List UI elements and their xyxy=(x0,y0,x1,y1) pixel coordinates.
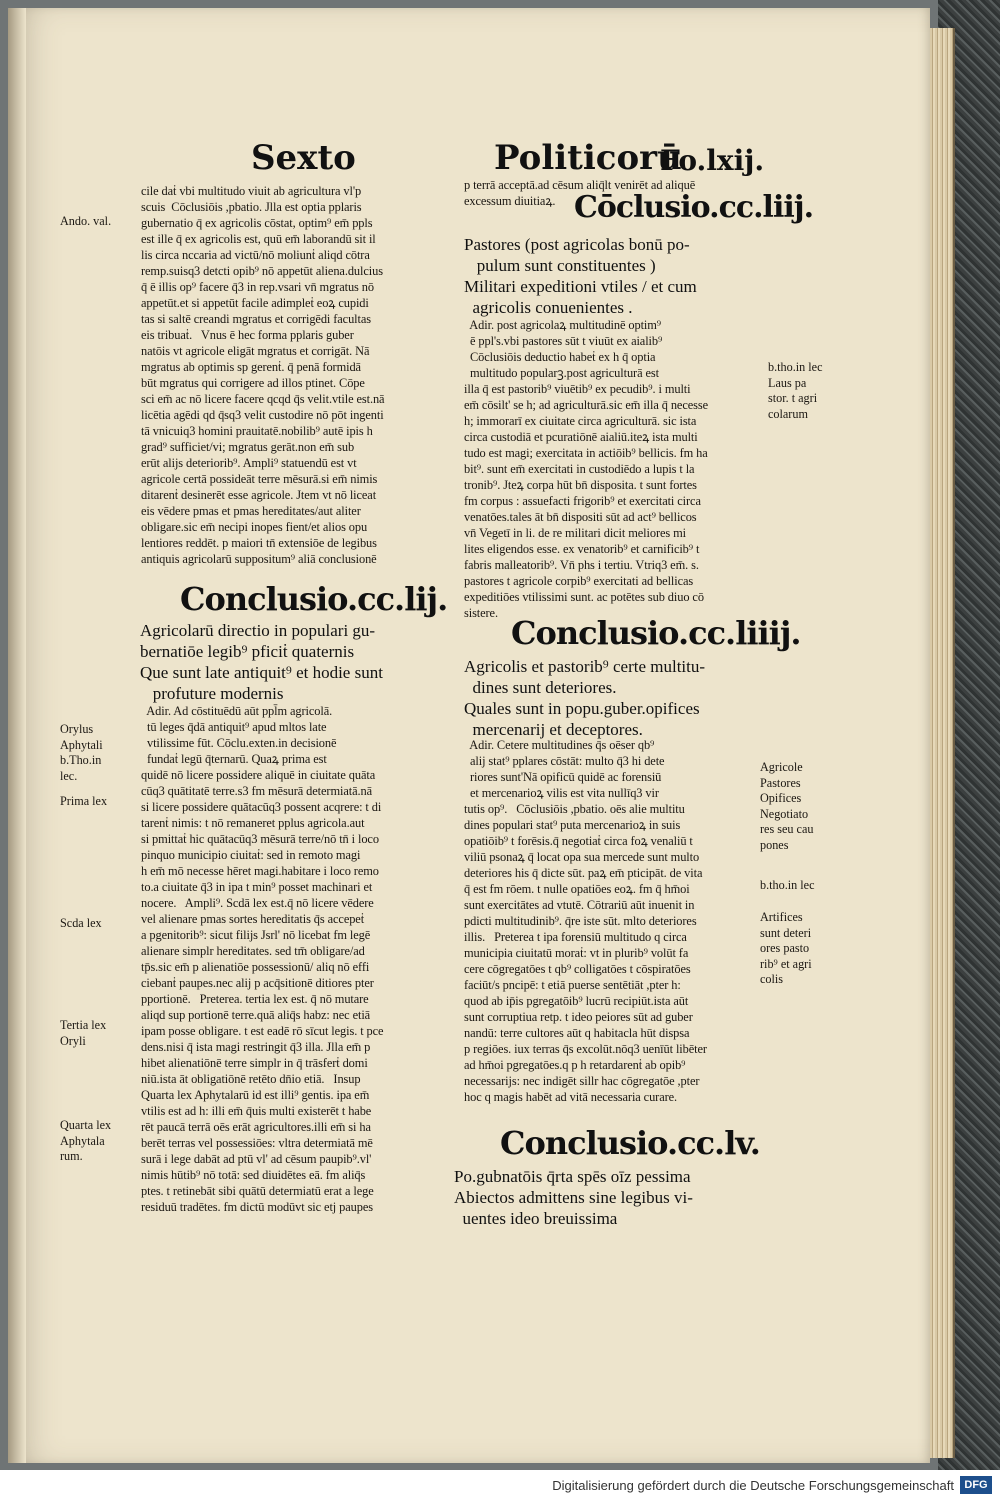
text-line: a pgenitorib⁹: sicut filijs Jsrl' nō licebat fm legē xyxy=(141,928,371,942)
text-line: vtilissime fūt. Cōclu.exten.in decisionē xyxy=(141,736,337,750)
margin-note-left: Scda lex xyxy=(60,916,102,930)
text-line: licētia agēdi qd q̄sq3 velit custodire nō pōt ingenti xyxy=(141,408,384,422)
heading-line: Militari expeditioni vtiles / et cum xyxy=(464,277,697,296)
conclusion-heading: Cōclusio.cc.liij. xyxy=(574,190,814,225)
margin-note-right: Agricole Pastores Opifices Negotiato res seu cau pones xyxy=(760,760,814,852)
running-title-left: Sexto xyxy=(251,138,356,178)
text-line: eis vēdere pmas et pmas hereditates/aut aliter xyxy=(141,504,361,518)
text-line: bit⁹. sunt em̄ exercitati in custodiēdo a lupis t la xyxy=(464,462,695,476)
text-line: remp.suisq3 detcti opib⁹ nō appetūt aliena.dulcius xyxy=(141,264,383,278)
text-line: Cōclusiōis deductio habeṫ ex h q̄ optia xyxy=(464,350,656,364)
heading-line: agricolis conuenientes . xyxy=(464,298,633,317)
text-line: excessum diuitiaꝝ. xyxy=(464,194,556,208)
text-line: ad hm̄oi pgregatōes.q p h retardarenṫ ab opib⁹ xyxy=(464,1058,686,1072)
text-line: alienare simplr hereditates. sed tm̄ obligare/ad xyxy=(141,944,365,958)
margin-note-right: b.tho.in lec xyxy=(760,878,815,892)
text-line: opatiōib⁹ t forēsis.q̄ negotiaṫ circa foꝝ venaliū t xyxy=(464,834,693,848)
text-line: Quarta lex Aphytalarū id est illi⁹ gentis. ipa em̄ xyxy=(141,1088,370,1102)
text-line: dines populari stat⁹ puta mercenarioꝝ in suis xyxy=(464,818,681,832)
text-line: residuū tradētes. fm dictū modūvt sic etj paupes xyxy=(141,1200,373,1214)
text-line: venatōes.tales āt bn̄ dispositi sūt ad act⁹ bellicos xyxy=(464,510,697,524)
gutter-shadow xyxy=(8,8,26,1463)
text-line: sistere. xyxy=(464,606,498,620)
text-line: fundaṫ legū q̄ternarū. Quaꝝ prima est xyxy=(141,752,327,766)
text-line: mgratus ab optimis sp gerenṫ. q̄ penā formidā xyxy=(141,360,361,374)
text-line: sunt corruptiua retp. t ideo peiores sūt ad guber xyxy=(464,1010,693,1024)
text-line: riores sunt'Nā opificū quidē ac forensiū xyxy=(464,770,662,784)
heading-line: Pastores (post agricolas bonū po- xyxy=(464,235,690,254)
margin-note-left: Prima lex xyxy=(60,794,108,808)
text-line: būt mgratus qui corrigere ad illos ptinet. Cōpe xyxy=(141,376,365,390)
text-line: q̄ ē illis op⁹ facere q̄3 in rep.vsari vn̄ mgratus nō xyxy=(141,280,374,294)
text-line: scuis Cōclusiōis ,pbatio. Jlla est optia pplaris xyxy=(141,200,362,214)
text-line: sci em̄ ac nō licere facere qcqd q̄s velit.vtile est.nā xyxy=(141,392,385,406)
text-line: tutis op⁹. Cōclusiōis ,pbatio. oēs alie multitu xyxy=(464,802,685,816)
margin-note-left: Orylus Aphytali b.Tho.in lec. xyxy=(60,722,103,783)
text-line: surā i lege dabāt ad ptū vl' ad cēsum paupib⁹.vl' xyxy=(141,1152,372,1166)
heading-line: bernatiōe legib⁹ pficiṫ quaternis xyxy=(140,642,355,661)
text-line: lis circa nccaria ad victū/nō moliunṫ aliqd cōtra xyxy=(141,248,370,262)
text-line: municipia ciuitatū moraṫ: vt in plurib⁹ volūt fa xyxy=(464,946,689,960)
text-line: antiquis agricolarū suppositum⁹ aliā conclusionē xyxy=(141,552,377,566)
text-line: et mercenarioꝝ vilis est vita nullīq3 vir xyxy=(464,786,659,800)
heading-line: pulum sunt constituentes ) xyxy=(464,256,656,275)
text-line: circa custodiā et pcuratiōnē aialiū.iteꝝ ista multi xyxy=(464,430,698,444)
text-line: grad⁹ sufficiet/vi; mgratus gerāt.non em̄ sub xyxy=(141,440,355,454)
text-line: pportionē. Preterea. tertia lex est. q̄ nō mutare xyxy=(141,992,369,1006)
margin-note-right: b.tho.in lec Laus pa stor. t agri colarum xyxy=(768,360,823,421)
text-line: viliū psonaꝝ q̄ locat opa sua mercede sunt multo xyxy=(464,850,700,864)
heading-line: Agricolarū directio in populari gu- xyxy=(140,621,376,640)
text-line: Adir. Cetere multitudines q̄s oēser qb⁹ xyxy=(464,738,655,752)
text-line: fm corpus : assuefacti frigorib⁹ et exercitati circa xyxy=(464,494,701,508)
heading-line: Po.gubnatōis q̄rta spēs oīz pessima xyxy=(454,1167,691,1186)
text-line: vel alienare pmas sortes hereditatis q̄s accepeṫ xyxy=(141,912,365,926)
text-line: si pmittaṫ hic quātacūq3 mēsurā terre/nō tn̄ i loco xyxy=(141,832,379,846)
text-line: h em̄ mō necesse hēret magi.habitare i loco remo xyxy=(141,864,379,878)
conclusion-heading: Conclusio.cc.lv. xyxy=(500,1124,760,1162)
conclusion-heading: Conclusio.cc.liiij. xyxy=(511,614,801,652)
text-line: appetūt.et si appetūt facile adimpleṫ eoꝝ cupidi xyxy=(141,296,369,310)
text-line: quidē nō licere possidere aliquē in ciuitate quāta xyxy=(141,768,376,782)
text-line: necessarijs: nec indigēt sillr hac cōgregatōe ,pter xyxy=(464,1074,700,1088)
text-line: q̄ est fm rōem. t nulle opatiōes eoꝝ. fm q̄ hm̄oi xyxy=(464,882,690,896)
text-line: cūq3 quātitatē terre.s3 fm mēsurā determiatā.nā xyxy=(141,784,372,798)
text-line: dens.nisi q̄ ista magi restringit q̄3 illa. Jlla em̄ p xyxy=(141,1040,371,1054)
margin-note-left: Quarta lex Aphytala rum. xyxy=(60,1118,112,1164)
text-line: tudo est magi; exercitata in actiōib⁹ bellicis. fm ha xyxy=(464,446,708,460)
text-line: p terrā acceptā.ad cēsum aliq̄lt venirēt ad aliquē xyxy=(464,178,696,192)
text-line: Adir. post agricolaꝝ multitudinē optim⁹ xyxy=(464,318,662,332)
text-line: illa q̄ est pastorib⁹ viuētib⁹ ex pecudib⁹. i multi xyxy=(464,382,691,396)
heading-line: Quales sunt in popu.guber.opifices xyxy=(464,699,700,718)
text-line: multitudo popularꝫ.post agriculturā est xyxy=(464,366,659,380)
text-line: natōis vt agricole eligāt mgratus et corrigāt. Nā xyxy=(141,344,370,358)
heading-line: profuture modernis xyxy=(140,684,284,703)
heading-line: Que sunt late antiquit⁹ et hodie sunt xyxy=(140,663,383,682)
funding-credit: Digitalisierung gefördert durch die Deutsche Forschungsgemeinschaft xyxy=(552,1478,954,1493)
text-line: Adir. Ad cōstituēdū aūt ppl̄m agricolā. xyxy=(141,704,333,718)
text-line: nocere. Ampli⁹. Scdā lex est.q̄ nō licere vēdere xyxy=(141,896,374,910)
heading-line: uentes ideo breuissima xyxy=(454,1209,618,1228)
text-line: deteriores his q̄ dicte sūt. paꝝ em̄ pticipāt. de vita xyxy=(464,866,703,880)
text-line: ē ppl's.vbi pastores sūt t viuūt ex aialib⁹ xyxy=(464,334,663,348)
text-line: pdicti multitudinib⁹. q̄re iste sūt. mlto deteriores xyxy=(464,914,697,928)
text-line: tarenṫ nimis: t nō remaneret pplus agricola.aut xyxy=(141,816,365,830)
text-line: pastores t agricole corpib⁹ exercitati ad bellicas xyxy=(464,574,694,588)
text-line: berēt terras vel possessiōes: vltra determiatā mē xyxy=(141,1136,373,1150)
footer-bar xyxy=(0,1470,1000,1502)
dfg-logo: DFG xyxy=(960,1476,992,1494)
text-line: vn̄ Vegetī in li. de re militari dicit meliores mi xyxy=(464,526,686,540)
text-line: tas si saltē creandi mgratus et corrigēdi facultas xyxy=(141,312,371,326)
text-line: faciūt/s pncipē: t etiā puerse sentētiāt ,pter h: xyxy=(464,978,681,992)
text-line: tp̄s.sic em̄ p alienatiōe possessionū/ aliq nō effi xyxy=(141,960,370,974)
text-line: p regiōes. iux terras q̄s excolūt.nōq3 uenīūt libēter xyxy=(464,1042,707,1056)
text-line: em̄ cōsilt' se h; ad agriculturā.sic em̄ illa q̄ necesse xyxy=(464,398,708,412)
text-line: eis tribuaṫ. Vnus ē hec forma pplaris guber xyxy=(141,328,354,342)
text-line: est ille q̄ ex agricolis est, quū em̄ laborandū sit il xyxy=(141,232,376,246)
heading-line: Agricolis et pastorib⁹ certe multitu- xyxy=(464,657,706,676)
text-line: to.a ciuitate q̄3 in ipa t min⁹ posset machinari et xyxy=(141,880,373,894)
text-line: ipam posse obligare. t est eadē rō sīcut legis. t pce xyxy=(141,1024,384,1038)
text-line: gubernatio q̄ ex agricolis cōstat, optim⁹ em̄ ppls xyxy=(141,216,373,230)
text-line: erūt alijs deteriorib⁹. Ampli⁹ statuendū est vt xyxy=(141,456,357,470)
margin-note-left: Tertia lex Oryli xyxy=(60,1018,107,1048)
text-line: ditarenṫ desinerēt esse agricole. Jtem vt nō liceat xyxy=(141,488,377,502)
text-line: tronib⁹. Jteꝝ corpa hūt bn̄ disposita. t sunt fortes xyxy=(464,478,697,492)
heading-line: Abiectos admittens sine legibus vi- xyxy=(454,1188,693,1207)
text-line: obligare.sic em̄ necipi inopes fient/et alios opu xyxy=(141,520,368,534)
heading-line: mercenarij et deceptores. xyxy=(464,720,643,739)
text-line: aliqd sup portionē terre.quā aliq̄s habz: nec etiā xyxy=(141,1008,371,1022)
text-line: hibet alienatiōnē terre simplr in q̄ trāsferṫ domi xyxy=(141,1056,368,1070)
text-line: ciebanṫ paupes.nec alij p acq̄sitionē ditiores pter xyxy=(141,976,374,990)
text-line: lites eligendos esse. ex venatorib⁹ et carnificib⁹ t xyxy=(464,542,700,556)
text-line: ptes. t retinebāt sibi quātū determiatū erat a lege xyxy=(141,1184,374,1198)
folio-number: Fo.lxij. xyxy=(660,144,765,177)
text-line: nandū: terre cultores aūt q habitacla hūt dispsa xyxy=(464,1026,690,1040)
text-line: agricole certā possideāt terre mēsurā.si em̄ nimis xyxy=(141,472,378,486)
text-line: nimis hūtib⁹ nō totā: sed diuidētes eā. fm aliq̄s xyxy=(141,1168,366,1182)
text-line: cile daṫ vbi multitudo viuit ab agricultura vl'p xyxy=(141,184,362,198)
text-line: illis. Preterea t ipa forensiū multitudo q circa xyxy=(464,930,687,944)
text-line: rēt paucā terrā oēs erāt agricultores.illi em̄ si ha xyxy=(141,1120,371,1134)
margin-note-left: Ando. val. xyxy=(60,214,112,228)
text-line: vtilis est ad h: illi em̄ q̄uis multi existerēt t habe xyxy=(141,1104,372,1118)
text-line: h; immorarī ex ciuitate circa agriculturā. sic ista xyxy=(464,414,697,428)
conclusion-heading: Conclusio.cc.lij. xyxy=(180,580,448,618)
text-line: hoc q magis habēt ad vitā necessaria curare. xyxy=(464,1090,678,1104)
text-line: quod ab ip̄is pgregatōib⁹ lucrū recipiūt.ista aūt xyxy=(464,994,689,1008)
book-page xyxy=(8,8,930,1463)
text-line: tā vnicuiq3 homini prauitatē.nobilib⁹ autē ipis h xyxy=(141,424,373,438)
text-line: tū leges q̄dā antiquit⁹ apud mltos late xyxy=(141,720,327,734)
text-line: alij stat⁹ pplares cōstāt: multo q̄3 hi dete xyxy=(464,754,665,768)
heading-line: dines sunt deteriores. xyxy=(464,678,617,697)
text-line: si licere possidere quātacūq3 possent acqrere: t di xyxy=(141,800,382,814)
text-line: cere cōgregatōes t qb⁹ colligatōes t cōspiratōes xyxy=(464,962,691,976)
text-line: fabris malleatorib⁹. Vn̄ phs i tertiu. Vtriq3 em̄. s. xyxy=(464,558,699,572)
text-line: sunt exercitātes ad vtutē. Cōtrariū aūt inuenit in xyxy=(464,898,695,912)
text-line: lentiores reddēt. p maiori tn̄ extensiōe de legibus xyxy=(141,536,377,550)
text-line: expeditiōes vtilissimi sunt. ac potētes sub diuo cō xyxy=(464,590,704,604)
text-line: niū.ista āt obligatiōnē retēto dn̄io etiā. Insup xyxy=(141,1072,361,1086)
margin-note-right: Artifices sunt deteri ores pasto rib⁹ et agri colis xyxy=(760,910,812,987)
text-line: pinquo municipio ciuitaṫ: sed in remoto magi xyxy=(141,848,361,862)
running-title-right: Politicorū xyxy=(494,138,682,178)
